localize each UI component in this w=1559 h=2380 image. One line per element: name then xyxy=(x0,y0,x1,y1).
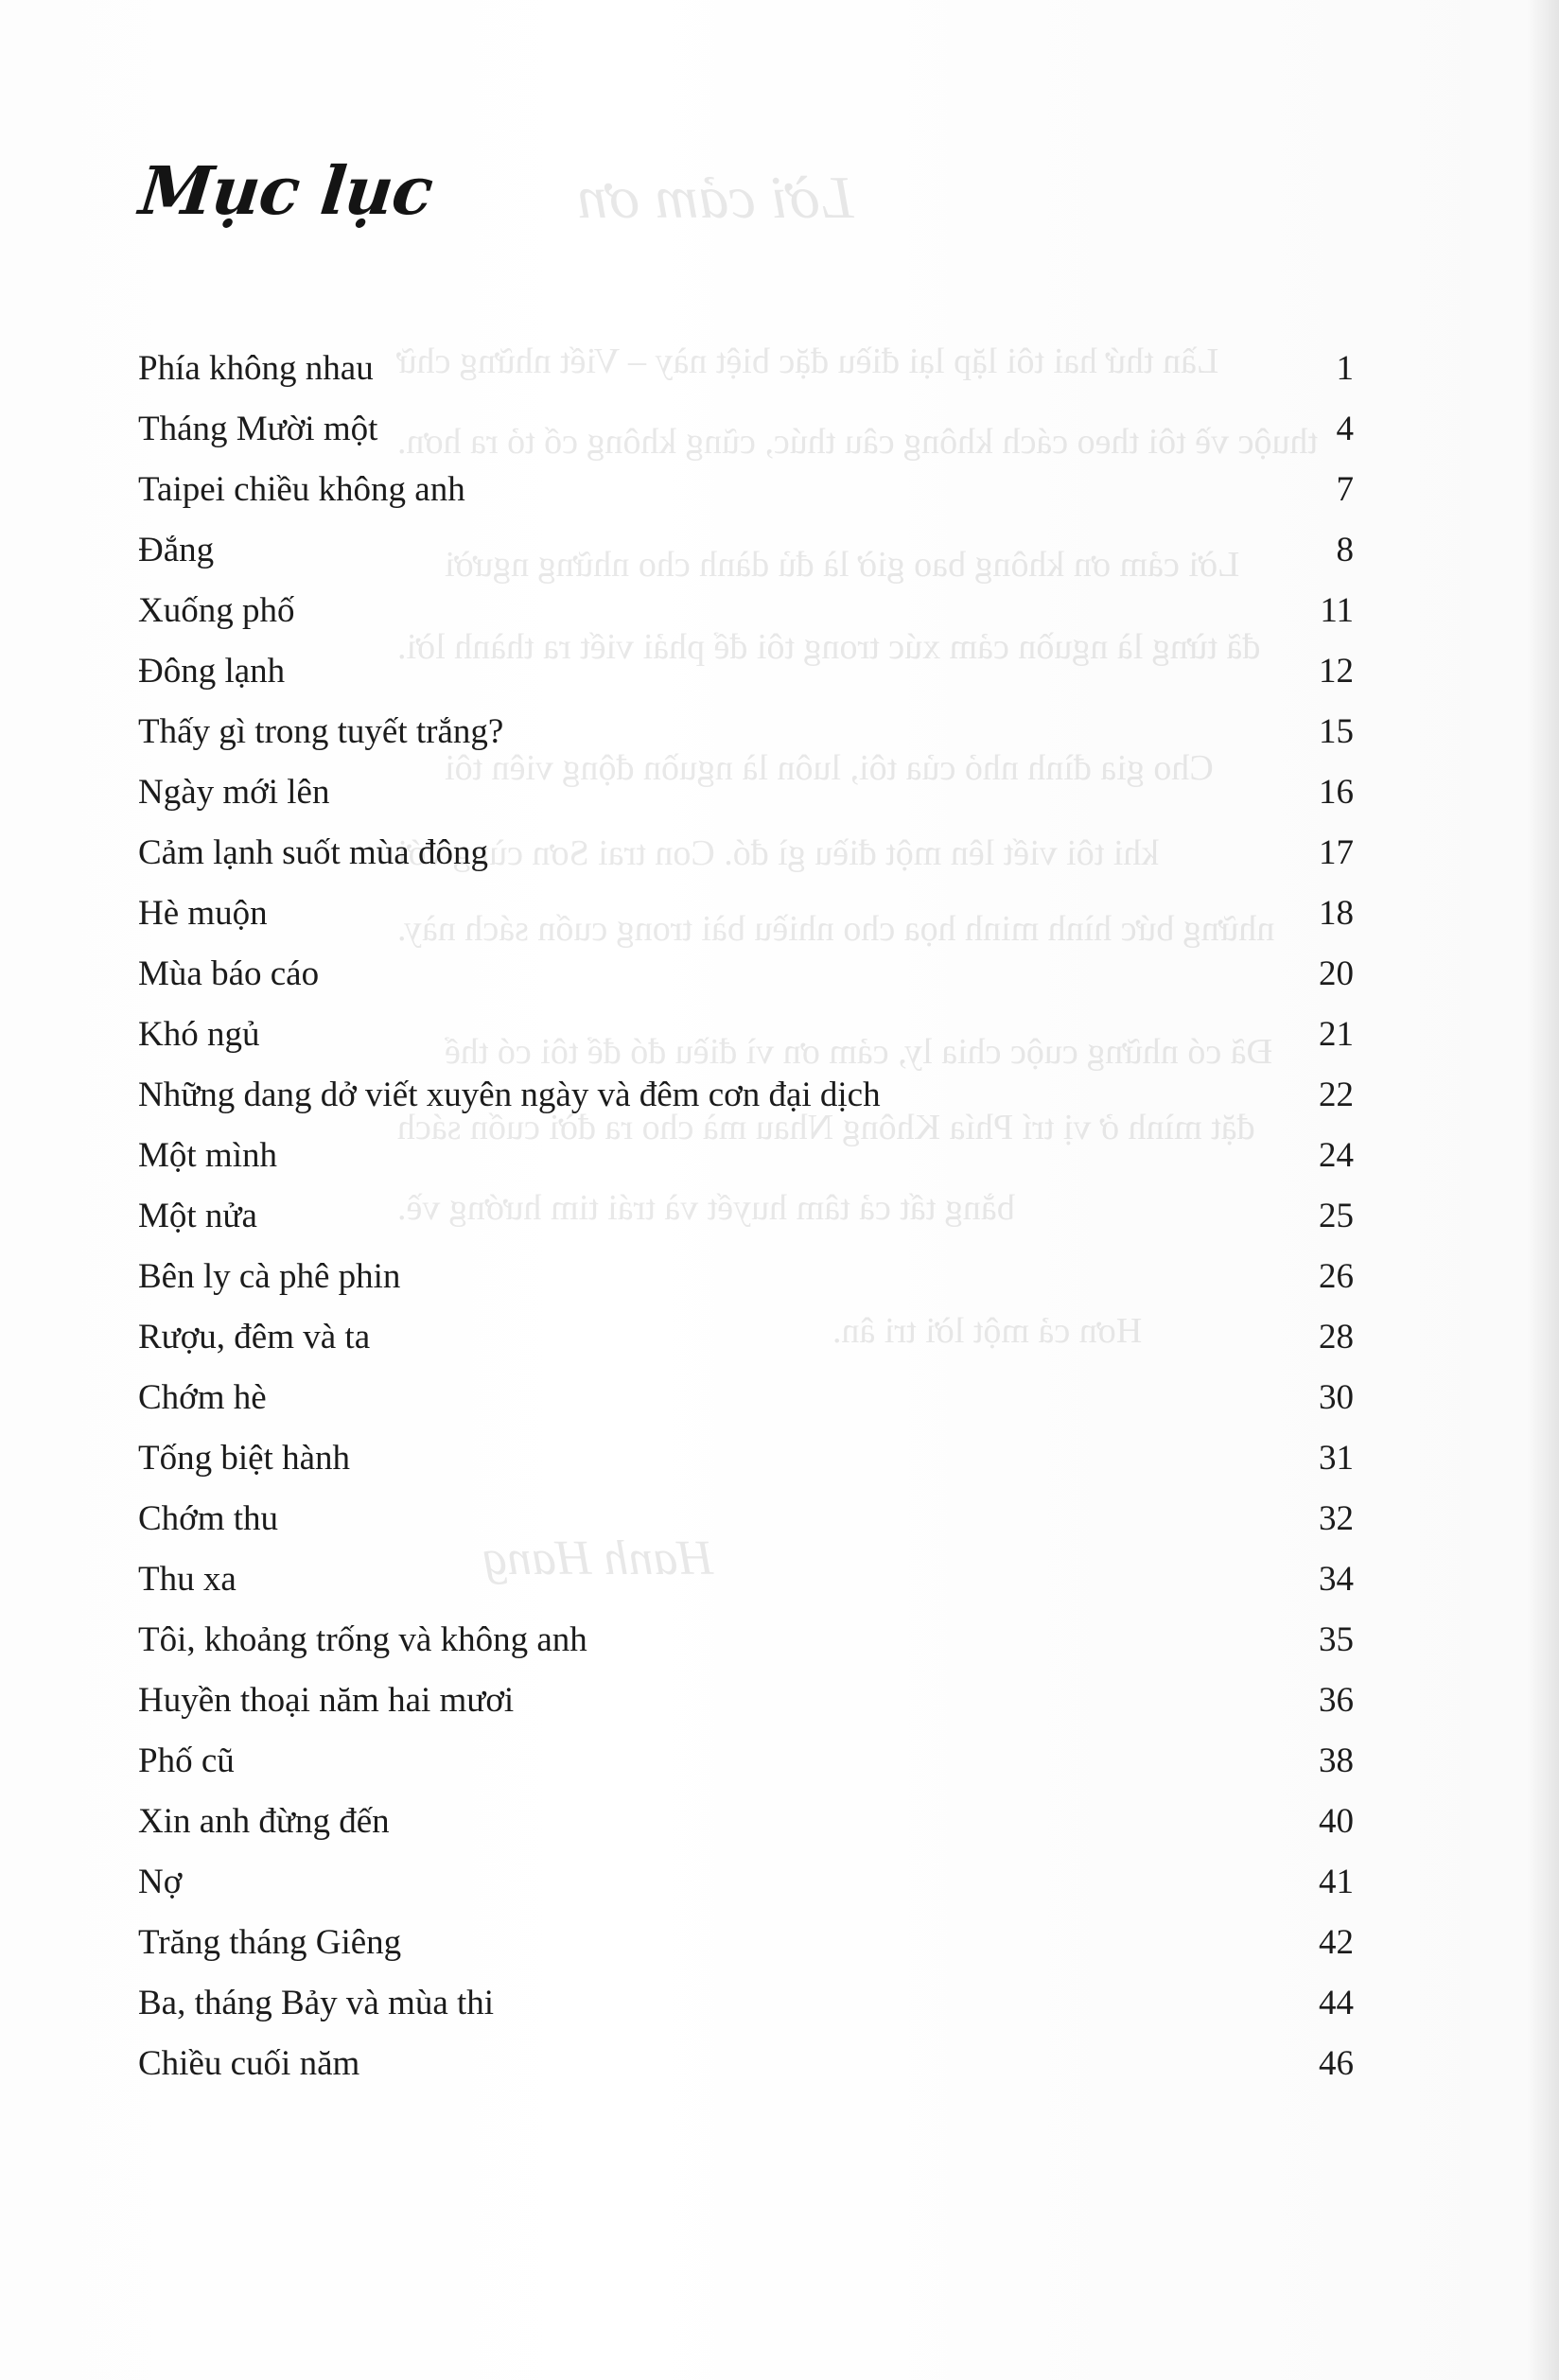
toc-entry xyxy=(138,1075,1354,1135)
toc-entry-page-number: 16 xyxy=(1319,773,1354,812)
bleed-through-signature: Hanh Hang xyxy=(482,1531,714,1585)
toc-entry xyxy=(138,1619,1354,1680)
toc-entry xyxy=(138,1438,1354,1498)
toc-entry-page-number: 34 xyxy=(1319,1560,1354,1599)
toc-entry-page-number: 28 xyxy=(1319,1318,1354,1356)
toc-entry-page-number: 21 xyxy=(1319,1015,1354,1054)
toc-entry xyxy=(138,1196,1354,1256)
toc-entry-title: Những dang dở viết xuyên ngày và đêm cơn đại dịch xyxy=(138,1076,881,1114)
toc-entry xyxy=(138,1801,1354,1862)
toc-entry-title: Khó ngủ xyxy=(138,1015,260,1054)
toc-entry xyxy=(138,1377,1354,1438)
toc-entry-page-number: 25 xyxy=(1319,1197,1354,1235)
bleed-through-line: Lần thứ hai tôi lặp lại điều đặc biệt này – Viết những chữ xyxy=(397,341,1219,381)
toc-entry-title: Tống biệt hành xyxy=(138,1439,351,1478)
toc-entry xyxy=(138,1498,1354,1559)
bleed-through-line: bằng tất cả tâm huyết và trái tim hướng về. xyxy=(397,1188,1015,1228)
toc-entry-title: Trăng tháng Giêng xyxy=(138,1923,402,1962)
toc-entry-title: Nợ xyxy=(138,1863,183,1901)
toc-entry-title: Xuống phố xyxy=(138,591,295,630)
toc-entry-page-number: 36 xyxy=(1319,1681,1354,1720)
toc-entry-title: Thu xa xyxy=(138,1560,236,1599)
toc-entry-page-number: 15 xyxy=(1319,712,1354,751)
toc-entry-page-number: 17 xyxy=(1319,833,1354,872)
toc-entry-page-number: 30 xyxy=(1319,1378,1354,1417)
toc-entry-title: Ngày mới lên xyxy=(138,773,330,812)
toc-entry-title: Huyền thoại năm hai mươi xyxy=(138,1681,515,1720)
toc-entry xyxy=(138,2043,1354,2104)
toc-entry-title: Thấy gì trong tuyết trắng? xyxy=(138,712,504,751)
toc-entry-page-number: 11 xyxy=(1320,591,1354,630)
bleed-through-line: những bức hình minh họa cho nhiều bài trong cuốn sách này. xyxy=(397,909,1275,949)
toc-entry-page-number: 42 xyxy=(1319,1923,1354,1962)
toc-entry-page-number: 4 xyxy=(1336,410,1354,448)
bleed-through-line: khi tôi viết lên một điều gì đó. Con trai Sơn cùng với xyxy=(397,833,1160,873)
toc-entry-title: Bên ly cà phê phin xyxy=(138,1257,401,1296)
toc-entry xyxy=(138,348,1354,409)
toc-entry xyxy=(138,832,1354,893)
bleed-through-line: Cho gia đình nhỏ của tôi, luôn là nguồn động viên tôi xyxy=(445,748,1214,788)
toc-entry-title: Một mình xyxy=(138,1136,277,1175)
toc-entry-title: Xin anh đừng đến xyxy=(138,1802,390,1841)
toc-entry xyxy=(138,1922,1354,1983)
toc-entry-page-number: 26 xyxy=(1319,1257,1354,1296)
toc-entry-page-number: 46 xyxy=(1319,2044,1354,2083)
toc-entry-title: Ba, tháng Bảy và mùa thi xyxy=(138,1984,495,2022)
toc-entry xyxy=(138,409,1354,469)
toc-entry-page-number: 41 xyxy=(1319,1863,1354,1901)
bleed-through-line: Đã có những cuộc chia ly, cảm ơn vì điều đó để tôi có thể xyxy=(445,1032,1273,1072)
toc-entry xyxy=(138,1317,1354,1377)
toc-entry-page-number: 38 xyxy=(1319,1741,1354,1780)
toc-entry xyxy=(138,1862,1354,1922)
toc-entry xyxy=(138,772,1354,832)
toc-entry-page-number: 18 xyxy=(1319,894,1354,933)
toc-entry xyxy=(138,1983,1354,2043)
table-of-contents xyxy=(138,348,1354,2104)
toc-entry-page-number: 7 xyxy=(1336,470,1354,509)
toc-entry xyxy=(138,1680,1354,1741)
toc-entry-title: Chiều cuối năm xyxy=(138,2044,360,2083)
toc-entry-page-number: 24 xyxy=(1319,1136,1354,1175)
toc-entry xyxy=(138,1135,1354,1196)
toc-entry-title: Mùa báo cáo xyxy=(138,954,320,993)
toc-entry-title: Tôi, khoảng trống và không anh xyxy=(138,1620,587,1659)
toc-entry xyxy=(138,590,1354,651)
bleed-through-line: Lời cảm ơn không bao giờ là đủ dành cho những người xyxy=(445,545,1240,585)
toc-entry xyxy=(138,1014,1354,1075)
toc-entry-page-number: 32 xyxy=(1319,1499,1354,1538)
toc-entry-page-number: 8 xyxy=(1336,531,1354,569)
toc-entry xyxy=(138,1256,1354,1317)
toc-entry xyxy=(138,530,1354,590)
toc-entry-title: Chớm thu xyxy=(138,1499,279,1538)
toc-entry-title: Taipei chiều không anh xyxy=(138,470,465,509)
toc-entry-title: Một nửa xyxy=(138,1197,257,1235)
toc-entry xyxy=(138,651,1354,711)
toc-entry xyxy=(138,711,1354,772)
toc-entry-page-number: 40 xyxy=(1319,1802,1354,1841)
bleed-through-line: Hơn cả một lời tri ân. xyxy=(832,1311,1143,1351)
toc-entry-page-number: 31 xyxy=(1319,1439,1354,1478)
bleed-through-line: thuộc về tôi theo cách không câu thúc, cũng không cố tỏ ra hơn. xyxy=(397,422,1318,462)
toc-entry xyxy=(138,893,1354,954)
toc-entry-page-number: 22 xyxy=(1319,1076,1354,1114)
toc-entry-title: Hè muộn xyxy=(138,894,268,933)
toc-entry-title: Đông lạnh xyxy=(138,652,286,691)
toc-entry xyxy=(138,1741,1354,1801)
toc-entry-title: Tháng Mười một xyxy=(138,410,378,448)
toc-entry-title: Đắng xyxy=(138,531,215,569)
toc-entry-title: Rượu, đêm và ta xyxy=(138,1318,371,1356)
toc-entry-page-number: 44 xyxy=(1319,1984,1354,2022)
toc-entry-page-number: 1 xyxy=(1336,349,1354,388)
toc-entry xyxy=(138,954,1354,1014)
toc-entry xyxy=(138,469,1354,530)
toc-entry-title: Phố cũ xyxy=(138,1741,235,1780)
toc-entry-title: Chớm hè xyxy=(138,1378,267,1417)
toc-entry xyxy=(138,1559,1354,1619)
page-title: Mục lục xyxy=(135,151,436,230)
page-edge-shadow xyxy=(1527,0,1559,2380)
toc-entry-page-number: 12 xyxy=(1319,652,1354,691)
bleed-through-title: Lời cảm ơn xyxy=(577,164,854,231)
bleed-through-line: đặt mình ở vị trí Phía Không Nhau mà cho ra đời cuốn sách xyxy=(397,1108,1255,1147)
toc-entry-title: Phía không nhau xyxy=(138,349,374,388)
toc-entry-page-number: 35 xyxy=(1319,1620,1354,1659)
toc-entry-page-number: 20 xyxy=(1319,954,1354,993)
bleed-through-line: đã từng là nguồn cảm xúc trong tôi để phải viết ra thành lời. xyxy=(397,627,1261,667)
toc-entry-title: Cảm lạnh suốt mùa đông xyxy=(138,833,488,872)
